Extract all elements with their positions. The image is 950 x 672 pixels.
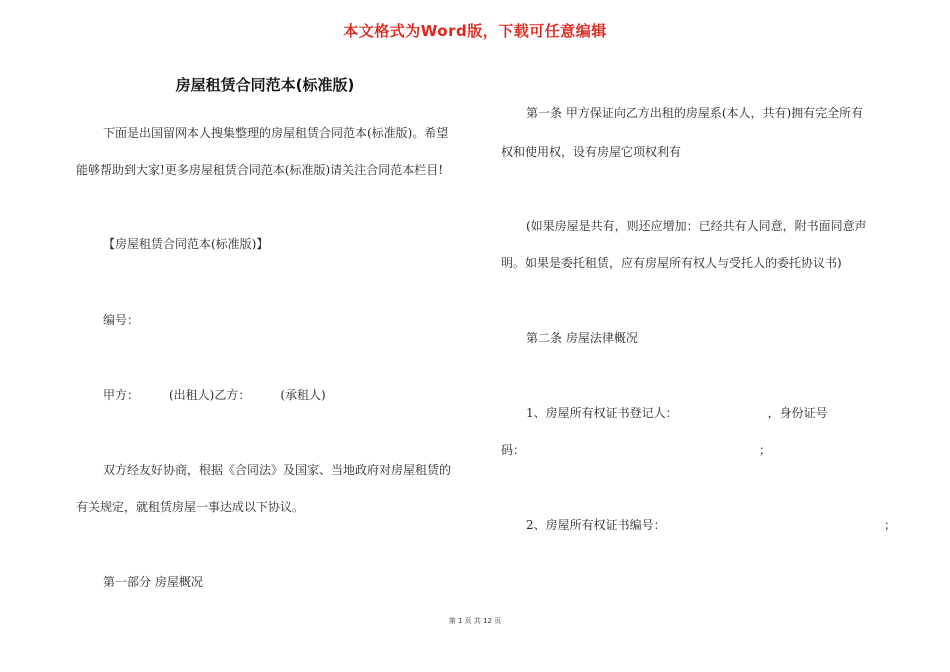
intro-line-1: 下面是出国留网本人搜集整理的房屋租赁合同范本(标准版)。希望 — [103, 126, 449, 140]
contract-heading: 【房屋租赁合同范本(标准版)】 — [103, 237, 269, 251]
agreement-line-2: 有关规定，就租赁房屋一事达成以下协议。 — [76, 500, 305, 514]
id-number-line: 码： ； — [501, 443, 772, 457]
article-two-heading: 第二条 房屋法律概况 — [526, 331, 638, 345]
article-one-line-1: 第一条 甲方保证向乙方出租的房屋系(本人，共有)拥有完全所有 — [526, 106, 864, 120]
owner-registration-line: 1、房屋所有权证书登记人： ，身份证号 — [526, 406, 828, 420]
intro-line-2: 能够帮助到大家!更多房屋租赁合同范本(标准版)请关注合同范本栏目! — [76, 163, 444, 177]
co-ownership-note-line-1: (如果房屋是共有，则还应增加：已经共有人同意，附书面同意声 — [526, 219, 867, 233]
certificate-number-terminator: ； — [884, 518, 897, 532]
agreement-line-1: 双方经友好协商，根据《合同法》及国家、当地政府对房屋租赁的 — [103, 463, 452, 477]
article-one-line-2: 权和使用权，设有房屋它项权利有 — [501, 145, 682, 159]
certificate-number-line: 2、房屋所有权证书编号： — [526, 518, 666, 532]
section-heading-part-one: 第一部分 房屋概况 — [103, 575, 203, 589]
page-indicator: 第 1 页 共 12 页 — [448, 617, 502, 625]
document-title: 房屋租赁合同范本(标准版) — [175, 76, 355, 94]
contract-number-label: 编号： — [103, 313, 140, 327]
parties-line: 甲方： (出租人)乙方： (承租人) — [103, 388, 326, 402]
co-ownership-note-line-2: 明。如果是委托租赁，应有房屋所有权人与受托人的委托协议书) — [501, 256, 842, 270]
word-format-banner: 本文格式为Word版，下载可任意编辑 — [343, 22, 607, 40]
